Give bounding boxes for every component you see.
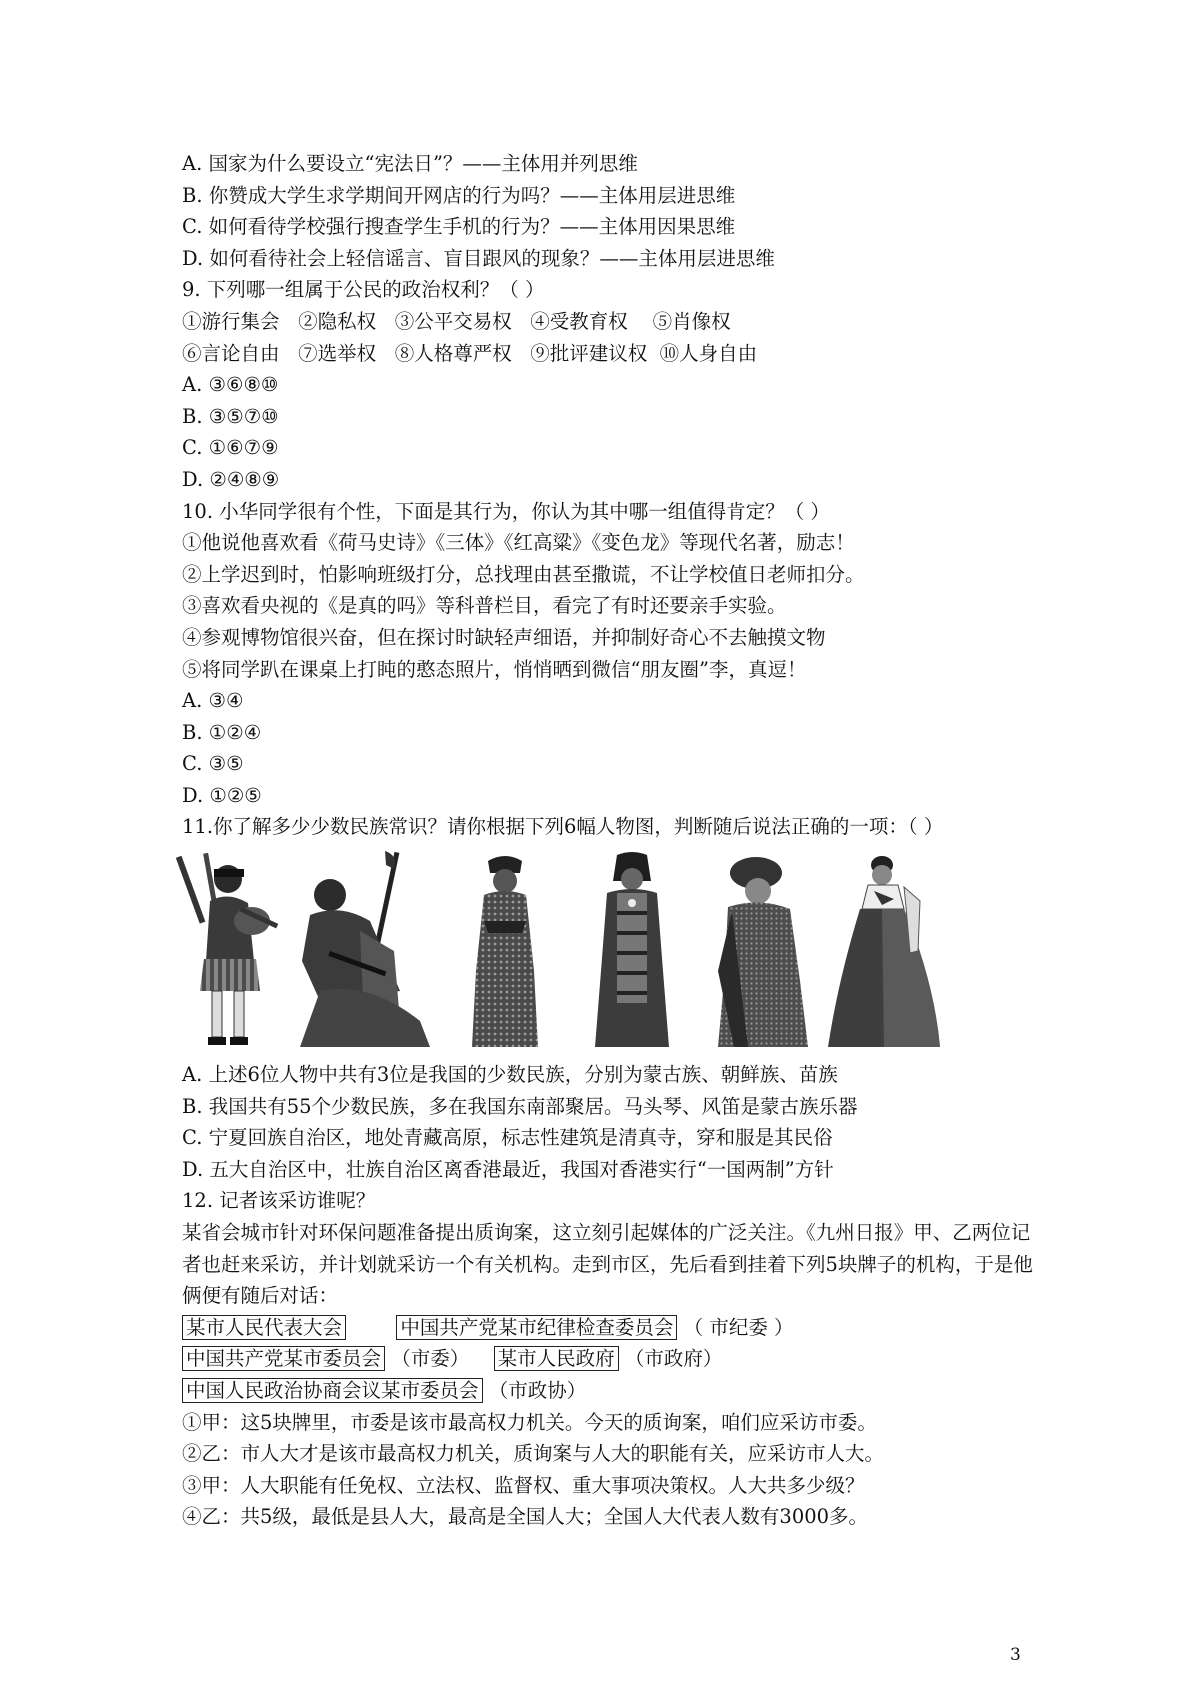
signs-row-1 [182, 1312, 1042, 1344]
signs-row-3 [182, 1375, 1042, 1407]
q9-stem: 9. 下列哪一组属于公民的政治权利？（ ） [182, 278, 545, 302]
q10-option-a: A. ③④ [182, 689, 244, 713]
q10-option-d: D. ①②⑤ [182, 783, 262, 807]
q10-item-1: ①他说他喜欢看《荷马史诗》《三体》《红高粱》《变色龙》等现代名著，励志！ [182, 531, 855, 555]
document-body [182, 148, 1042, 1533]
q11-option-a: A. 上述6位人物中共有3位是我国的少数民族，分别为蒙古族、朝鲜族、苗族 [182, 1063, 838, 1087]
q9-items-line1: ①游行集会 ②隐私权 ③公平交易权 ④受教育权 ⑤肖像权 [182, 309, 731, 333]
q11-option-b: B. 我国共有55个少数民族，多在我国东南部聚居。马头琴、风笛是蒙古族乐器 [182, 1094, 858, 1118]
q12-dialogue-2: ②乙：市人大才是该市最高权力机关，质询案与人大的职能有关，应采访市人大。 [182, 1442, 885, 1466]
q10-option-b: B. ①②④ [182, 720, 262, 744]
q12-dialogue-1: ①甲：这5块牌里，市委是该市最高权力机关。今天的质询案，咱们应采访市委。 [182, 1410, 877, 1434]
q10-item-2: ②上学迟到时，怕影响班级打分，总找理由甚至撒谎，不让学校值日老师扣分。 [182, 562, 865, 586]
q9-option-a: A. ③⑥⑧⑩ [182, 373, 279, 397]
sign-government: 某市人民政府 [494, 1346, 619, 1371]
q9-option-d: D. ②④⑧⑨ [182, 467, 280, 491]
q8-option-a: A. 国家为什么要设立“宪法日”？——主体用并列思维 [182, 152, 638, 175]
figure-fur-hat-woman-image [704, 851, 814, 1051]
sign-people-congress: 某市人民代表大会 [182, 1315, 346, 1340]
figure-hanbok-woman-image [824, 851, 944, 1051]
q11-option-c: C. 宁夏回族自治区，地处青藏高原，标志性建筑是清真寺，穿和服是其民俗 [182, 1126, 833, 1150]
signs-row-2 [182, 1343, 1042, 1375]
sign-discipline-abbr: （ 市纪委 ） [683, 1315, 794, 1339]
figure-morin-khuur-player-image [290, 851, 440, 1051]
q10-item-5: ⑤将同学趴在课桌上打盹的憨态照片，悄悄晒到微信“朋友圈”李，真逗！ [182, 657, 807, 681]
sign-cppcc-abbr: （市政协） [488, 1379, 587, 1402]
q12-dialogue-3: ③甲：人大职能有任免权、立法权、监督权、重大事项决策权。人大共多少级？ [182, 1473, 865, 1497]
q8-option-c: C. 如何看待学校强行搜查学生手机的行为？——主体用因果思维 [182, 215, 736, 239]
q10-option-c: C. ③⑤ [182, 752, 244, 776]
sign-government-abbr: （市政府） [624, 1347, 723, 1371]
q12-stem: 12. 记者该采访谁呢？ [182, 1189, 376, 1213]
sign-party-committee: 中国共产党某市委员会 [182, 1346, 385, 1371]
ethnic-figures [182, 851, 1042, 1051]
sign-discipline-commission: 中国共产党某市纪律检查委员会 [396, 1315, 677, 1340]
q10-stem: 10. 小华同学很有个性，下面是其行为，你认为其中哪一组值得肯定？（ ） [182, 499, 830, 523]
q10-item-4: ④参观博物馆很兴奋，但在探讨时缺轻声细语，并抑制好奇心不去触摸文物 [182, 625, 826, 649]
q8-option-b: B. 你赞成大学生求学期间开网店的行为吗？——主体用层进思维 [182, 183, 736, 207]
q9-option-b: B. ③⑤⑦⑩ [182, 404, 279, 428]
q12-paragraph: 某省会城市针对环保问题准备提出质询案，这立刻引起媒体的广泛关注。《九州日报》甲、乙两位记者也赶来采访，并计划就采访一个有关机构。走到市区，先后看到挂着下列5块牌子的机构，于是他俩便有随后对话： [182, 1221, 1033, 1308]
q8-option-d: D. 如何看待社会上轻信谣言、盲目跟风的现象？——主体用层进思维 [182, 246, 775, 270]
q11-stem: 11.你了解多少少数民族常识？请你根据下列6幅人物图，判断随后说法正确的一项：（ ） [182, 815, 944, 839]
q10-item-3: ③喜欢看央视的《是真的吗》等科普栏目，看完了有时还要亲手实验。 [182, 594, 787, 618]
figure-robe-woman-image [450, 851, 560, 1051]
page-number: 3 [1010, 1645, 1021, 1665]
sign-party-committee-abbr: （市委） [391, 1347, 470, 1371]
figure-tibetan-dress-image [577, 851, 687, 1051]
q11-option-d: D. 五大自治区中，壮族自治区离香港最近，我国对香港实行“一国两制”方针 [182, 1157, 834, 1181]
q9-option-c: C. ①⑥⑦⑨ [182, 436, 279, 460]
q12-dialogue-4: ④乙：共5级，最低是县人大，最高是全国人大；全国人大代表人数有3000多。 [182, 1505, 869, 1529]
figure-bagpiper-image [170, 851, 290, 1051]
sign-cppcc: 中国人民政治协商会议某市委员会 [182, 1378, 483, 1403]
q9-items-line2: ⑥言论自由 ⑦选举权 ⑧人格尊严权 ⑨批评建议权 ⑩人身自由 [182, 341, 758, 365]
